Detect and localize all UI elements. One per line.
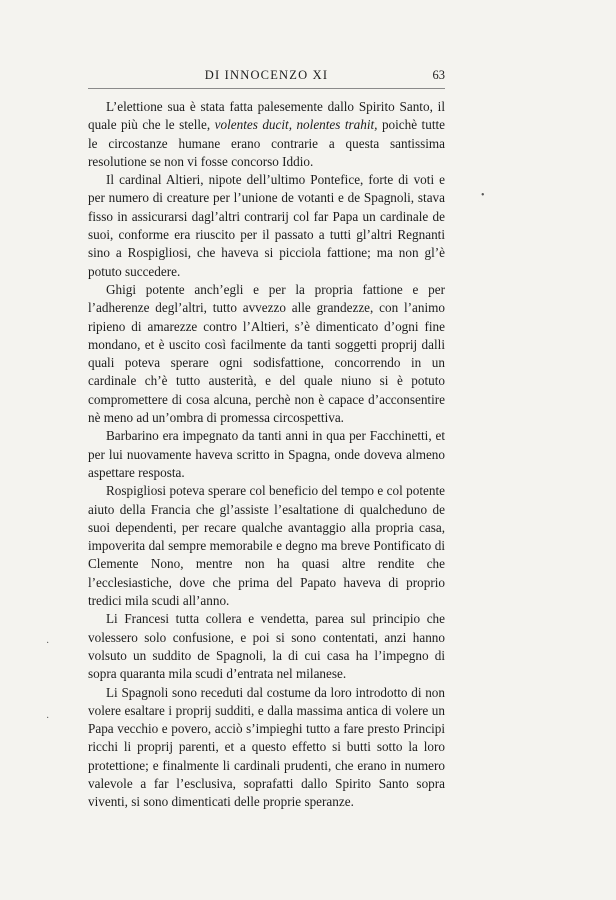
body-text bbox=[88, 98, 445, 812]
paragraph-5: Rospigliosi poteva sperare col beneficio del tempo e col potente aiuto della Francia che gl’assiste l’esaltatione di qualcheduno de suoi dependenti, per recare qualche avantaggio alla propria casa, impoverita dal sempre memorabile e degno ma breve Pontificato di Clemente Nono, mentre non ha quasi altre rendite che l’ecclesiastiche, dove che prima del Papato haveva di proprio tredici mila scudi all’anno. bbox=[88, 483, 445, 609]
paragraph-1-end: poichè tutte le circostanze humane erano contrarie a questa santissima resolutione se non vi fosse concorso Iddio. bbox=[88, 117, 445, 169]
latin-quote: volentes ducit, nolentes trahit, bbox=[214, 117, 378, 133]
page-number: 63 bbox=[432, 68, 445, 82]
page-header bbox=[88, 68, 445, 88]
margin-speck: · bbox=[46, 638, 50, 649]
paragraph-2: Il cardinal Altieri, nipote dell’ultimo Pontefice, forte di voti e per numero di creature per l’unione de votanti e de Spagnoli, stava fisso in assicurarsi dagl’altri contrarij col far Papa un cardinale de suoi, conforme era riuscito per il passato a tutti gl’altri Regnanti sino a Rospigliosi, che haveva si picciola fattione; ma non gl’è potuto succedere. bbox=[88, 172, 445, 279]
margin-speck: • bbox=[481, 190, 485, 201]
paragraph-1 bbox=[88, 98, 445, 171]
margin-speck: · bbox=[46, 713, 50, 724]
paragraph-3: Ghigi potente anch’egli e per la propria fattione e per l’adherenze degl’altri, tutto avvezzo alle grandezze, con l’animo ripieno di amarezze contro l’Altieri, s’è dimenticato d’ogni fine mondano, et è uscito così facilmente da tanti soggetti proprij dalli quali poteva sperare ogni sodisfattione, concorrendo in un cardinale ch’è tutto austerità, e del quale niuno si è potuto compromettere di cosa alcuna, perchè non è capace d’acconsentire nè meno ad un’ombra di promessa circospettiva. bbox=[88, 281, 445, 426]
running-title: DI INNOCENZO XI bbox=[204, 68, 329, 82]
header-rule bbox=[88, 88, 445, 89]
paragraph-7: Li Spagnoli sono receduti dal costume da loro introdotto di non volere esaltare i proprij sudditi, e dalla massima antica di volere un Papa vecchio e povero, acciò s’impieghi tutto a fare presto Principi ricchi li proprij parenti, et a questo effetto si butti sotto la loro protettione; e finalmente li cardinali prudenti, che erano in numero valevole a far l’esclusiva, soprafatti dallo Spirito Santo sopra viventi, si sono dimenticati delle proprie speranze. bbox=[88, 684, 445, 810]
paragraph-6: Li Francesi tutta collera e vendetta, parea sul principio che volessero solo confusione, e poi si sono contentati, anzi hanno volsuto un suddito de Spagnoli, la di cui casa ha l’impegno di sopra quaranta mila scudi d’entrata nel milanese. bbox=[88, 611, 445, 682]
paragraph-4: Barbarino era impegnato da tanti anni in qua per Facchinetti, et per lui nuovamente haveva scritto in Spagna, onde doveva almeno aspettare resposta. bbox=[88, 428, 445, 480]
paragraph-1-start: L’elettione sua è stata fatta palesemente dallo Spirito Santo, il quale più che le stelle, bbox=[88, 99, 445, 133]
